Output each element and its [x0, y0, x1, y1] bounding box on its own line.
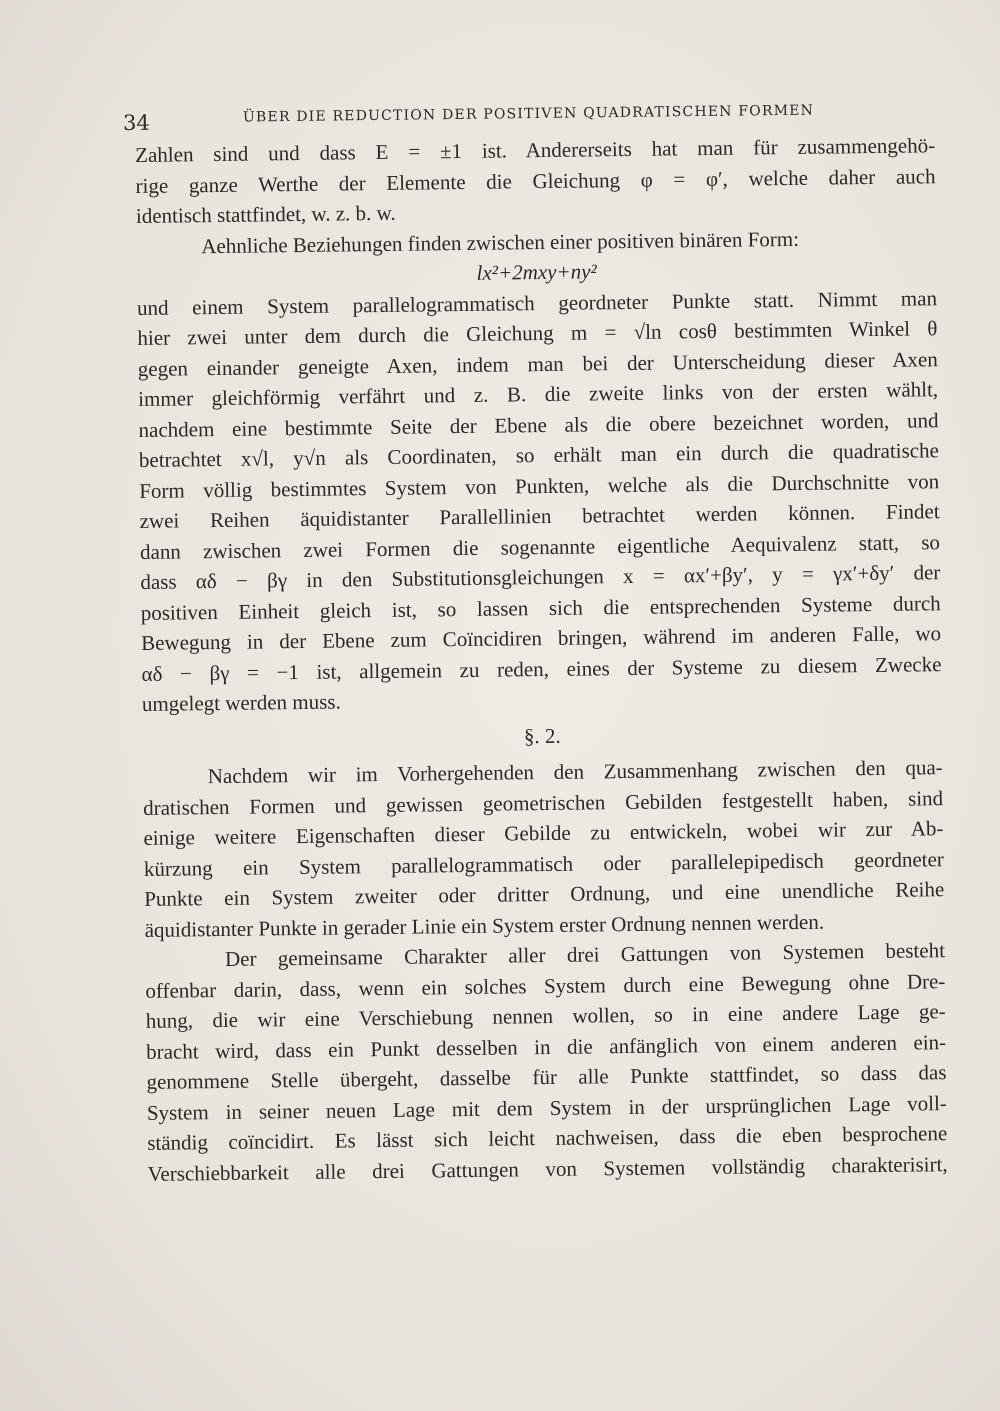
text-line: äquidistanter Punkte in gerader Linie ein System erster Ordnung nennen werden.	[144, 909, 825, 942]
formula: lx²+2mxy+ny²	[476, 259, 597, 285]
text-line: System in seiner neuen Lage mit dem System in der ursprünglichen Lage voll-	[146, 1090, 947, 1125]
text-line: ständig coïncidirt. Es lässt sich leicht nachweisen, dass die eben besprochene	[147, 1121, 948, 1155]
text-line: Aehnliche Beziehungen finden zwischen einer positiven binären Form:	[201, 226, 800, 258]
body-text	[135, 130, 948, 1189]
text-line: hung, die wir eine Verschiebung nennen wollen, so in eine andere Lage ge-	[145, 999, 946, 1033]
text-line: rige ganze Werthe der Elemente die Gleichung φ = φ′, welche daher auch	[135, 163, 936, 198]
text-line: positiven Einheit gleich ist, so lassen sich die entsprechenden Systeme durch	[140, 590, 941, 625]
text-line: umgelegt werden muss.	[141, 689, 341, 716]
text-line: offenbar darin, dass, wenn ein solches System durch eine Bewegung ohne Dre-	[145, 968, 946, 1003]
running-title: ÜBER DIE REDUCTION DER POSITIVEN QUADRATISCHEN FORMEN	[242, 102, 815, 126]
section-heading: §. 2.	[523, 723, 561, 748]
text-line: gegen einander geneigte Axen, indem man bei der Unterscheidung dieser Axen	[137, 346, 938, 381]
text-line: Verschiebbarkeit alle drei Gattungen von Systemen vollständig charakterisirt,	[147, 1151, 948, 1186]
text-line: dann zwischen zwei Formen die sogenannte eigentliche Aequivalenz statt, so	[139, 529, 941, 564]
text-line: Der gemeinsame Charakter aller drei Gattungen von Systemen besteht	[224, 938, 946, 971]
text-line: Punkte ein System zweiter oder dritter Ordnung, und eine unendliche Reihe	[144, 877, 945, 911]
text-line: dratischen Formen und gewissen geometrischen Gebilden festgestellt haben, sind	[143, 785, 944, 820]
text-line: zwei Reihen äquidistanter Parallellinien betrachtet werden können. Findet	[139, 499, 940, 533]
text-line: kürzung ein System parallelogrammatisch oder parallelepipedisch geordneter	[143, 846, 944, 881]
text-line: dass αδ − βγ in den Substitutionsgleichungen x = αx′+βy′, y = γx′+δy′ der	[140, 560, 941, 594]
text-line: αδ − βγ = −1 ist, allgemein zu reden, eines der Systeme zu diesem Zwecke	[141, 651, 942, 686]
text-line: identisch stattfindet, w. z. b. w.	[135, 200, 396, 228]
text-line: genommene Stelle übergeht, dasselbe für alle Punkte stattfindet, so dass das	[146, 1060, 947, 1094]
text-line: Nachdem wir im Vorhergehenden den Zusammenhang zwischen den qua-	[207, 755, 943, 789]
text-line: Form völlig bestimmtes System von Punkten, welche als die Durchschnitte von	[139, 468, 940, 503]
page-header	[123, 94, 843, 133]
text-line: immer gleichförmig verfährt und z. B. die zweite links von der ersten wählt,	[138, 377, 939, 411]
text-line: bracht wird, dass ein Punkt desselben in die anfänglich von einem anderen ein-	[145, 1029, 947, 1064]
text-line: hier zwei unter dem durch die Gleichung m = √ln cosθ bestimmten Winkel θ	[137, 316, 938, 350]
text-line: Bewegung in der Ebene zum Coïncidiren bringen, während im anderen Falle, wo	[140, 621, 942, 655]
text-line: nachdem eine bestimmte Seite der Ebene als die obere bezeichnet worden, und	[138, 407, 939, 442]
text-line: einige weitere Eigenschaften dieser Gebilde zu entwickeln, wobei wir zur Ab-	[143, 816, 944, 850]
text-line: und einem System parallelogrammatisch geordneter Punkte statt. Nimmt man	[136, 285, 938, 320]
page-number: 34	[122, 110, 150, 135]
text-line: Zahlen sind und dass E = ±1 ist. Andererseits hat man für zusammengehö-	[135, 133, 936, 167]
text-line: betrachtet x√l, y√n als Coordinaten, so erhält man ein durch die quadratische	[138, 438, 939, 472]
